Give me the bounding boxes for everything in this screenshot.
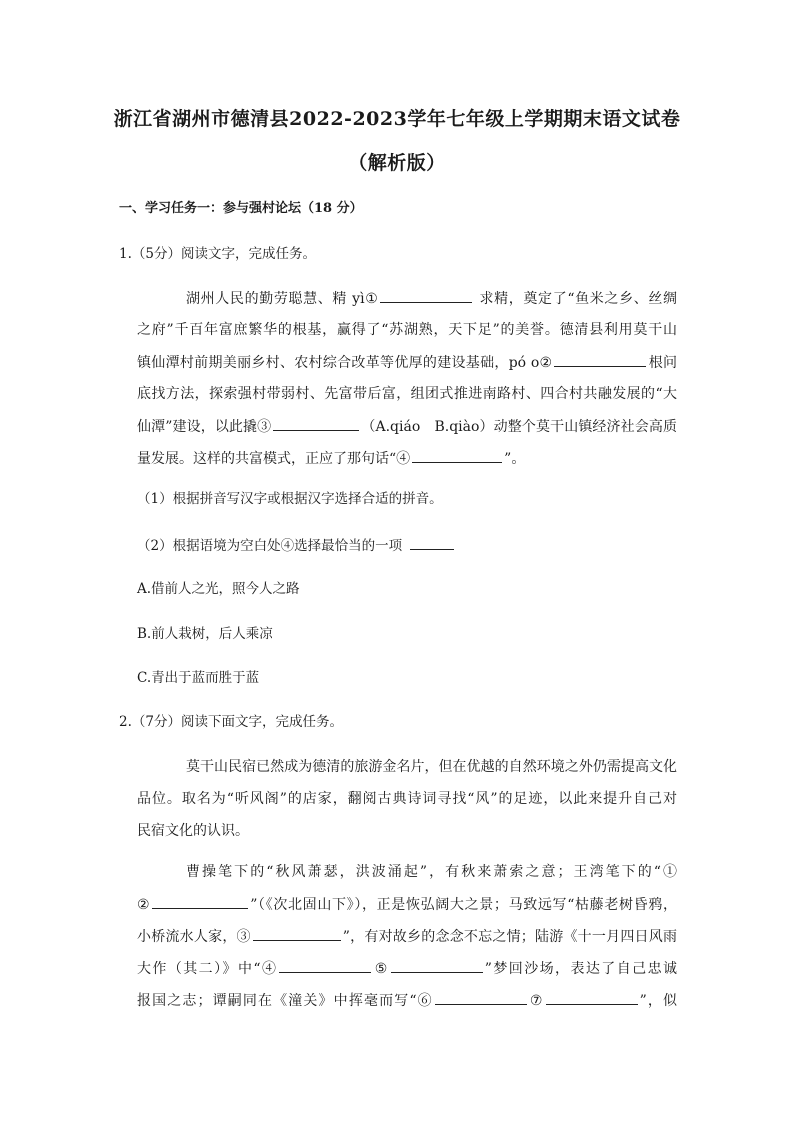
answer-blank-q2-4[interactable] xyxy=(279,958,371,973)
question-1-stem: 1.（5分）阅读文字，完成任务。 xyxy=(119,246,316,262)
q1-passage-line: 底找方法，探索强村带弱村、先富带后富，组团式推进南路村、四合村共融发展的“大 xyxy=(137,386,677,402)
answer-blank-3[interactable] xyxy=(273,416,359,431)
answer-blank-q2-6[interactable] xyxy=(435,990,527,1005)
q2-passage-line: 小桥流水人家，③ ”，有对故乡的念念不忘之情；陆游《十一月四日风雨 xyxy=(137,926,677,947)
q2-passage-line: 大作（其二）》中“④ ⑤ ”梦回沙场，表达了自己忠诚 xyxy=(137,958,677,979)
q2-passage-line: 报国之志；谭嗣同在《潼关》中挥毫而写“⑥ ⑦ ”，似 xyxy=(137,990,677,1011)
q2-passage-line: 曹操笔下的“秋风萧瑟，洪波涌起”，有秋来萧索之意；王湾笔下的“① xyxy=(186,864,677,880)
q2-passage-line: 民宿文化的认识。 xyxy=(137,823,249,839)
section-heading: 一、学习任务一：参与强村论坛（18 分） xyxy=(119,201,363,216)
q2-passage-line: 莫干山民宿已然成为德清的旅游金名片，但在优越的自然环境之外仍需提高文化 xyxy=(186,759,677,775)
q1-passage-line: 镇仙潭村前期美丽乡村、农村综合改革等优厚的建设基础，pó o② 根问 xyxy=(137,352,677,373)
q2-passage-line: ② ”（《次北固山下》），正是恢弘阔大之景；马致远写“枯藤老树昏鸦， xyxy=(137,894,677,915)
option-c[interactable]: C.青出于蓝而胜于蓝 xyxy=(137,670,260,686)
q1-passage-line: 湖州人民的勤劳聪慧、精 yì① 求精，奠定了“鱼米之乡、丝绸 xyxy=(186,288,677,309)
answer-blank-q2-5[interactable] xyxy=(391,958,483,973)
answer-blank-q2-2[interactable] xyxy=(152,894,248,909)
q1-passage-line: 量发展。这样的共富模式，正应了那句话“④ ”。 xyxy=(137,448,677,469)
q1-subquestion-2: （2）根据语境为空白处④选择最恰当的一项 xyxy=(137,535,456,556)
q1-subquestion-1: （1）根据拼音写汉字或根据汉字选择合适的拼音。 xyxy=(137,491,443,507)
option-a[interactable]: A.借前人之光，照今人之路 xyxy=(137,581,300,597)
q2-passage-line: 品位。取名为“听风阁”的店家，翻阅古典诗词寻找“风”的足迹，以此来提升自己对 xyxy=(137,791,677,807)
answer-blank-1[interactable] xyxy=(380,288,472,303)
option-b[interactable]: B.前人栽树，后人乘凉 xyxy=(137,626,273,642)
answer-blank-2[interactable] xyxy=(554,352,646,367)
answer-blank-4[interactable] xyxy=(412,448,502,463)
exam-title: 浙江省湖州市德清县2022-2023学年七年级上学期期末语文试卷 xyxy=(113,108,681,130)
q1-passage-line: 仙潭”建设，以此撬③ （A.qiáo B.qiào）动整个莫干山镇经济社会高质 xyxy=(137,416,677,437)
answer-blank-q2-7[interactable] xyxy=(546,990,638,1005)
q1-passage-line: 之府”千百年富庶繁华的根基，赢得了“苏湖熟，天下足”的美誉。德清县利用莫干山 xyxy=(137,322,677,338)
exam-subtitle: （解析版） xyxy=(348,152,446,174)
answer-blank-choice[interactable] xyxy=(410,535,454,550)
answer-blank-q2-3[interactable] xyxy=(253,926,341,941)
question-2-stem: 2.（7分）阅读下面文字，完成任务。 xyxy=(119,714,343,730)
